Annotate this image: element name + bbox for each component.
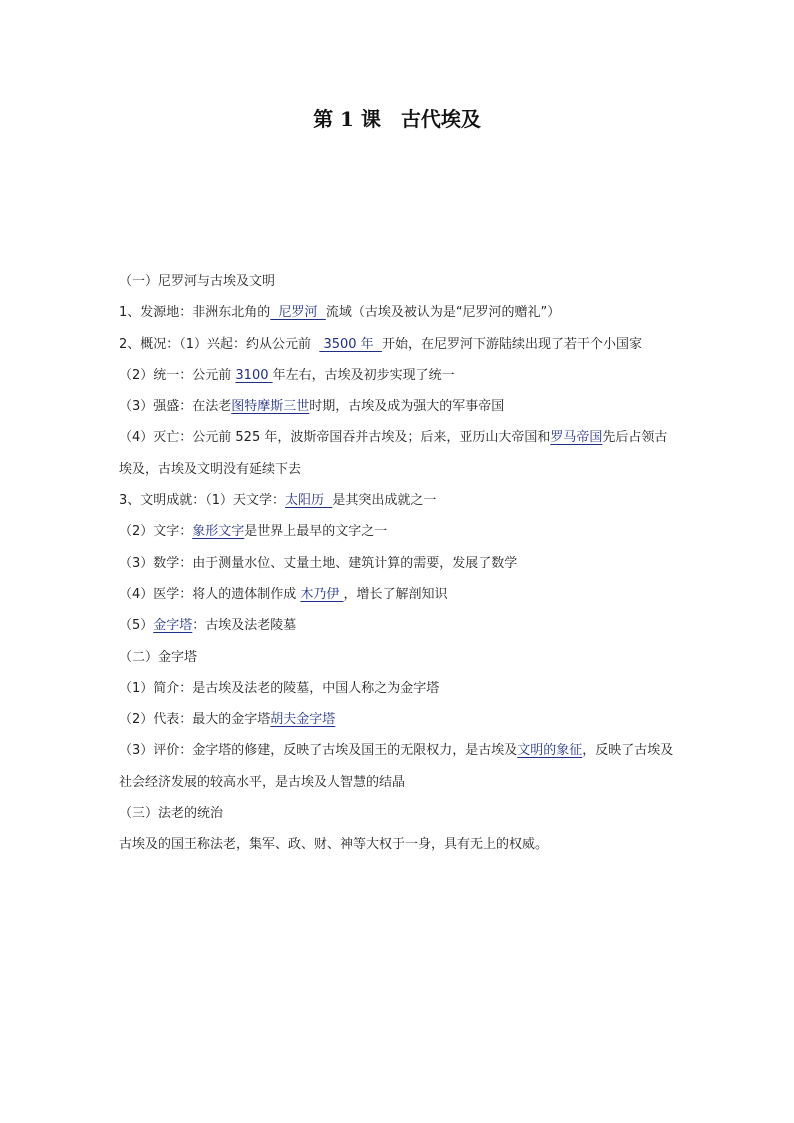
section-heading-pyramid: （二）金字塔	[119, 649, 198, 665]
line-medicine: （4）医学：将人的遗体制作成 木乃伊 ，增长了解剖知识	[119, 586, 448, 602]
answer-pyramid: 金字塔	[153, 618, 193, 634]
line-unification: （2）统一：公元前 3100 年左右，古埃及初步实现了统一	[119, 367, 455, 383]
line-origin: 1、发源地：非洲东北角的 尼罗河 流域（古埃及被认为是“尼罗河的赠礼”）	[119, 305, 561, 321]
answer-mummy: 木乃伊	[300, 586, 344, 602]
line-writing: （2）文字：象形文字是世界上最早的文字之一	[119, 524, 388, 540]
line-pyramid-intro: （1）简介：是古埃及法老的陵墓，中国人称之为金字塔	[119, 680, 440, 696]
line-pyramid-evaluation: （3）评价：金字塔的修建，反映了古埃及国王的无限权力，是古埃及文明的象征，反映了古埃及社会经济发展的较高水平，是古埃及人智慧的结晶	[119, 743, 674, 790]
answer-nile-river: 尼罗河	[270, 305, 326, 321]
line-fall: （4）灭亡：公元前 525 年，波斯帝国吞并古埃及；后来，亚历山大帝国和罗马帝国先后占领古埃及，古埃及文明没有延续下去	[119, 430, 668, 477]
section-heading-nile: （一）尼罗河与古埃及文明	[119, 274, 276, 289]
section-heading-pharaoh: （三）法老的统治	[119, 806, 224, 822]
answer-khufu-pyramid: 胡夫金字塔	[270, 712, 336, 728]
line-pyramid: （5）金字塔：古埃及法老陵墓	[119, 618, 297, 634]
line-math: （3）数学：由于测量水位、丈量土地、建筑计算的需要，发展了数学	[119, 555, 518, 571]
page-title: 第 1 课 古代埃及	[313, 107, 481, 131]
line-pyramid-representative: （2）代表：最大的金字塔胡夫金字塔	[119, 712, 336, 728]
answer-civilization-symbol: 文明的象征	[517, 743, 583, 759]
answer-thutmose-iii: 图特摩斯三世	[231, 399, 310, 415]
answer-3100: 3100	[235, 367, 273, 383]
document-body	[119, 266, 679, 861]
answer-hieroglyphs: 象形文字	[192, 524, 245, 540]
line-astronomy: 3、文明成就：（1）天文学：太阳历 是其突出成就之一	[119, 493, 437, 509]
answer-3500-bc: 3500 年	[319, 336, 382, 352]
line-rise: 2、概况：（1）兴起：约从公元前 3500 年 开始，在尼罗河下游陆续出现了若干个小国家	[119, 336, 642, 352]
line-pharaoh-rule: 古埃及的国王称法老，集军、政、财、神等大权于一身，具有无上的权威。	[119, 837, 549, 853]
line-prosperity: （3）强盛：在法老图特摩斯三世时期，古埃及成为强大的军事帝国	[119, 399, 505, 415]
answer-solar-calendar: 太阳历	[285, 493, 333, 509]
answer-roman-empire: 罗马帝国	[550, 430, 603, 446]
